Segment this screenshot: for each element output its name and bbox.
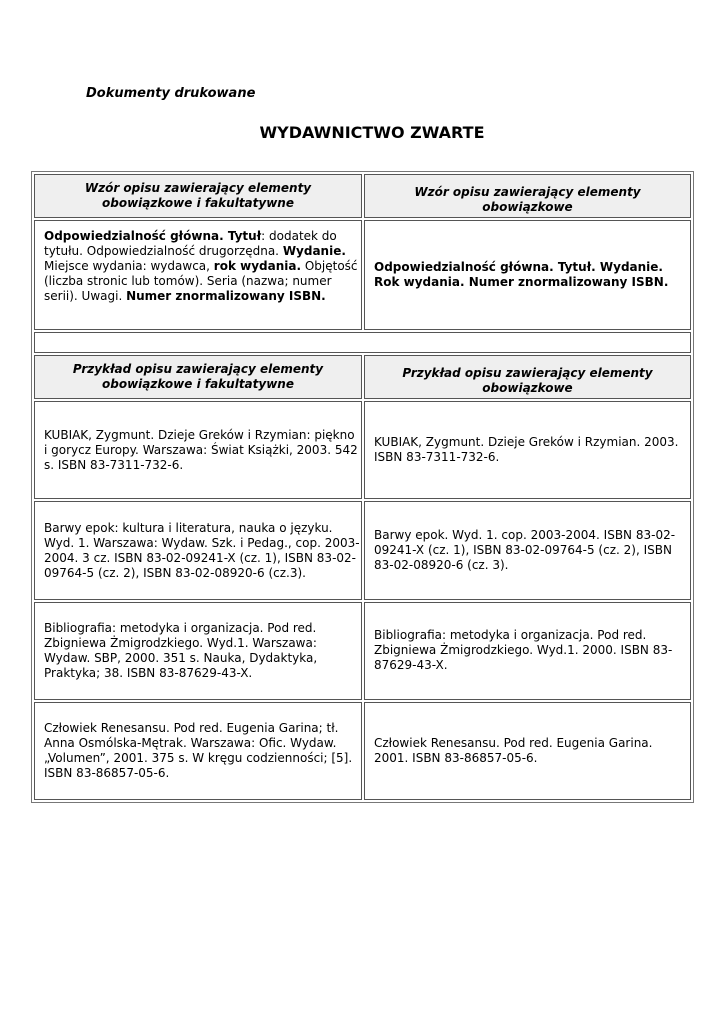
pattern-mandatory-header: Wzór opisu zawierający elementy obowiązkowe	[364, 174, 691, 218]
pattern-full-header: Wzór opisu zawierający elementy obowiązkowe i fakultatywne	[34, 174, 362, 218]
pattern-full-part: Miejsce wydania: wydawca,	[44, 259, 214, 274]
separator-cell	[34, 332, 691, 353]
section-label: Dokumenty drukowane	[86, 86, 256, 101]
example-mandatory-cell: Człowiek Renesansu. Pod red. Eugenia Garina. 2001. ISBN 83-86857-05-6.	[364, 702, 691, 800]
pattern-full-part: : dodatek do tytułu. Odpowiedzialność drugorzędna.	[44, 229, 337, 259]
example-row	[34, 602, 691, 700]
pattern-full-part: Wydanie.	[282, 244, 346, 259]
pattern-header-row	[34, 174, 691, 218]
example-full-cell: Barwy epok: kultura i literatura, nauka o języku. Wyd. 1. Warszawa: Wydaw. Szk. i Pedag., cop. 2003-2004. 3 cz. ISBN 83-02-09241-X (cz. 1), ISBN 83-02-09764-5 (cz. 2), ISBN 83-02-08920-6 (cz.3).	[34, 501, 362, 599]
example-mandatory-header: Przykład opisu zawierający elementy obowiązkowe	[364, 355, 691, 399]
document-title: WYDAWNICTWO ZWARTE	[259, 123, 485, 142]
example-full-cell: Człowiek Renesansu. Pod red. Eugenia Garina; tł. Anna Osmólska-Mętrak. Warszawa: Ofic. Wydaw. „Volumen”, 2001. 375 s. W kręgu codzienności; [5]. ISBN 83-86857-05-6.	[34, 702, 362, 800]
example-header-row	[34, 355, 691, 399]
pattern-full-cell	[34, 220, 362, 330]
pattern-full-part: Odpowiedzialność główna. Tytuł	[44, 229, 262, 244]
example-mandatory-cell: Barwy epok. Wyd. 1. cop. 2003-2004. ISBN 83-02-09241-X (cz. 1), ISBN 83-02-09764-5 (cz. 2), ISBN 83-02-08920-6 (cz. 3).	[364, 501, 691, 599]
pattern-mandatory-cell: Odpowiedzialność główna. Tytuł. Wydanie. Rok wydania. Numer znormalizowany ISBN.	[364, 220, 691, 330]
example-full-cell: Bibliografia: metodyka i organizacja. Pod red. Zbigniewa Żmigrodzkiego. Wyd.1. Warszawa: Wydaw. SBP, 2000. 351 s. Nauka, Dydaktyka, Praktyka; 38. ISBN 83-87629-43-X.	[34, 602, 362, 700]
separator-row	[34, 332, 691, 353]
example-full-header: Przykład opisu zawierający elementy obowiązkowe i fakultatywne	[34, 355, 362, 399]
example-row	[34, 401, 691, 499]
pattern-full-part: Numer znormalizowany ISBN.	[126, 289, 326, 304]
pattern-full-part: Objętość (liczba stronic lub tomów). Seria (nazwa; numer serii). Uwagi.	[44, 259, 358, 304]
example-mandatory-cell: Bibliografia: metodyka i organizacja. Pod red. Zbigniewa Żmigrodzkiego. Wyd.1. 2000. ISBN 83-87629-43-X.	[364, 602, 691, 700]
description-table	[31, 171, 694, 803]
pattern-full-part: rok wydania.	[213, 259, 302, 274]
example-row	[34, 702, 691, 800]
example-full-cell: KUBIAK, Zygmunt. Dzieje Greków i Rzymian: piękno i gorycz Europy. Warszawa: Świat Książki, 2003. 542 s. ISBN 83-7311-732-6.	[34, 401, 362, 499]
pattern-row	[34, 220, 691, 330]
example-mandatory-cell: KUBIAK, Zygmunt. Dzieje Greków i Rzymian. 2003. ISBN 83-7311-732-6.	[364, 401, 691, 499]
example-row	[34, 501, 691, 599]
